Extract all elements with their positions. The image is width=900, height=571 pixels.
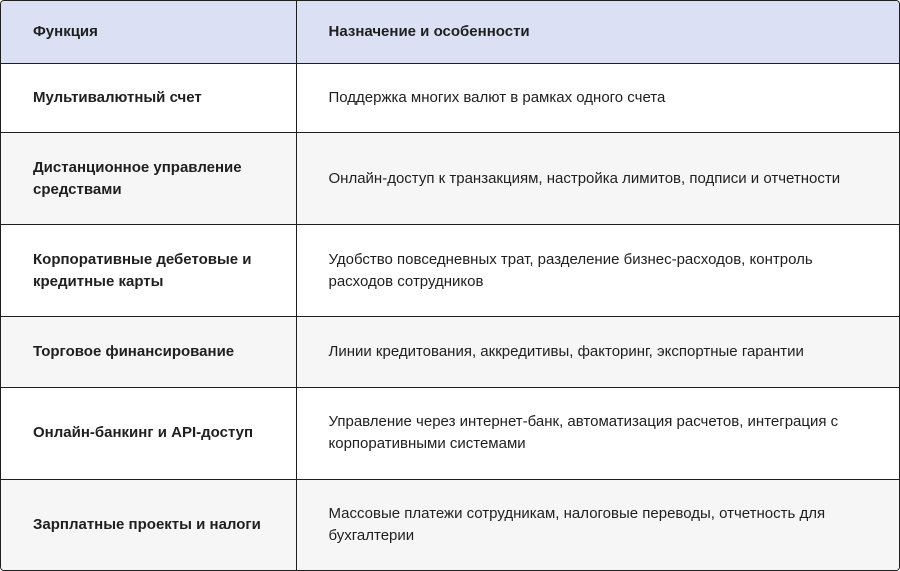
function-cell: Онлайн-банкинг и API-доступ	[1, 387, 296, 479]
function-cell: Дистанционное управление средствами	[1, 133, 296, 225]
column-header-purpose: Назначение и особенности	[296, 1, 899, 64]
table-row	[1, 225, 899, 317]
purpose-cell: Удобство повседневных трат, разделение бизнес-расходов, контроль расходов сотрудников	[296, 225, 899, 317]
table-row	[1, 317, 899, 387]
column-header-function: Функция	[1, 1, 296, 64]
table-row	[1, 479, 899, 570]
function-cell: Мультивалютный счет	[1, 64, 296, 133]
table-header-row	[1, 1, 899, 64]
table-row	[1, 64, 899, 133]
purpose-cell: Массовые платежи сотрудникам, налоговые переводы, отчетность для бухгалтерии	[296, 479, 899, 570]
function-cell: Корпоративные дебетовые и кредитные карты	[1, 225, 296, 317]
function-cell: Торговое финансирование	[1, 317, 296, 387]
purpose-cell: Поддержка многих валют в рамках одного счета	[296, 64, 899, 133]
purpose-cell: Управление через интернет-банк, автоматизация расчетов, интеграция с корпоративными системами	[296, 387, 899, 479]
function-cell: Зарплатные проекты и налоги	[1, 479, 296, 570]
table-row	[1, 133, 899, 225]
features-table-grid	[1, 1, 899, 570]
purpose-cell: Линии кредитования, аккредитивы, факторинг, экспортные гарантии	[296, 317, 899, 387]
purpose-cell: Онлайн-доступ к транзакциям, настройка лимитов, подписи и отчетности	[296, 133, 899, 225]
table-row	[1, 387, 899, 479]
